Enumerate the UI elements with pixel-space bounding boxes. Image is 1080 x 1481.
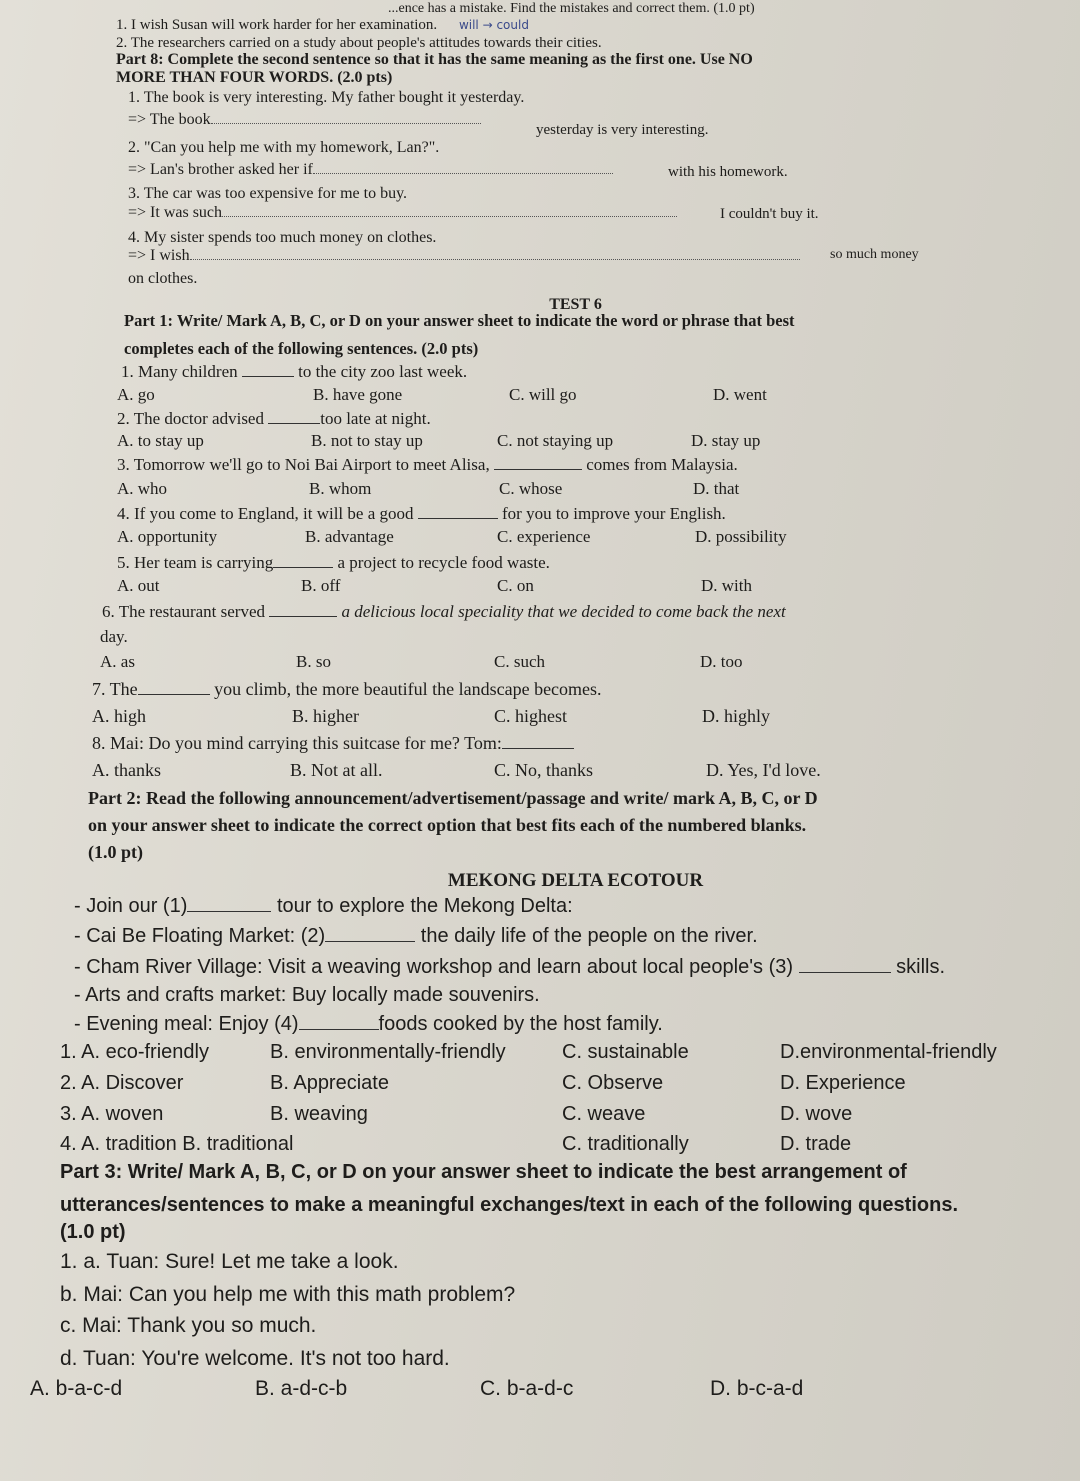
option-d[interactable]: D. went <box>713 385 767 404</box>
rewrite-answer-1-end: yesterday is very interesting. <box>536 122 709 138</box>
handwritten-correction: will → could <box>458 18 529 32</box>
rewrite-answer-4-end: so much money <box>830 247 919 262</box>
option-b[interactable]: B. so <box>296 652 331 671</box>
rewrite-answer-3: => It was such <box>128 205 677 221</box>
option-d[interactable]: D. Experience <box>780 1072 906 1094</box>
passage-line-5: - Evening meal: Enjoy (4) foods cooked by the host family. <box>74 1013 663 1035</box>
option-d[interactable]: D. highly <box>702 706 771 726</box>
option-a[interactable]: A. go <box>117 385 155 404</box>
option-a[interactable]: A. b-a-c-d <box>30 1377 123 1400</box>
option-d[interactable]: D. that <box>693 479 740 498</box>
option-b[interactable]: B. not to stay up <box>311 431 423 450</box>
arrangement-line-d: d. Tuan: You're welcome. It's not too hard. <box>60 1347 450 1370</box>
option-d[interactable]: D. b-c-a-d <box>710 1377 804 1400</box>
option-c[interactable]: C. such <box>494 652 545 671</box>
option-c[interactable]: C. not staying up <box>497 431 614 450</box>
mc-question-8: 8. Mai: Do you mind carrying this suitcase for me? Tom: <box>92 734 574 752</box>
part2-title-2: on your answer sheet to indicate the correct option that best fits each of the numbered blanks. <box>88 815 807 835</box>
mc-question-6-cont: day. <box>100 627 128 646</box>
option-a[interactable]: A. high <box>92 706 146 726</box>
arrangement-line-a: 1. a. Tuan: Sure! Let me take a look. <box>60 1250 399 1273</box>
option-b[interactable]: B. environmentally-friendly <box>270 1041 506 1063</box>
option-b[interactable]: B. higher <box>292 706 359 726</box>
part8-title-2: MORE THAN FOUR WORDS. (2.0 pts) <box>116 69 393 86</box>
mc-question-2: 2. The doctor advised too late at night. <box>117 409 431 428</box>
option-b[interactable]: B. weaving <box>270 1103 368 1125</box>
option-c[interactable]: C. b-a-d-c <box>480 1377 574 1400</box>
option-d[interactable]: D. wove <box>780 1103 853 1125</box>
rewrite-answer-4: => I wish <box>128 248 800 264</box>
option-b[interactable]: B. have gone <box>313 385 403 404</box>
option-c[interactable]: C. weave <box>562 1103 646 1125</box>
passage-line-3: - Cham River Village: Visit a weaving workshop and learn about local people's (3) skills. <box>74 956 946 978</box>
option-d[interactable]: D. possibility <box>695 527 787 546</box>
option-a[interactable]: A. thanks <box>92 760 161 780</box>
option-a[interactable]: A. to stay up <box>117 431 204 450</box>
option-c[interactable]: C. will go <box>509 385 577 404</box>
option-b[interactable]: B. Not at all. <box>290 760 383 780</box>
arrangement-line-c: c. Mai: Thank you so much. <box>60 1314 317 1337</box>
option-a[interactable]: 2. A. Discover <box>60 1072 184 1094</box>
part2-title: Part 2: Read the following announcement/advertisement/passage and write/ mark A, B, C, or D <box>88 788 818 808</box>
rewrite-question-4: 4. My sister spends too much money on clothes. <box>128 229 437 246</box>
rewrite-question-1: 1. The book is very interesting. My father bought it yesterday. <box>128 89 525 106</box>
option-c[interactable]: C. experience <box>497 527 591 546</box>
option-b[interactable]: B. Appreciate <box>270 1072 389 1094</box>
option-b[interactable]: B. off <box>301 576 341 595</box>
rewrite-answer-2: => Lan's brother asked her if <box>128 162 613 178</box>
option-b[interactable]: B. advantage <box>305 527 394 546</box>
rewrite-answer-4-cont: on clothes. <box>128 270 198 287</box>
option-c[interactable]: C. on <box>497 576 534 595</box>
part1-title: Part 1: Write/ Mark A, B, C, or D on your answer sheet to indicate the word or phrase that best <box>124 311 795 330</box>
option-d[interactable]: D.environmental-friendly <box>780 1041 997 1063</box>
mc-question-7: 7. The you climb, the more beautiful the landscape becomes. <box>92 679 602 699</box>
option-d[interactable]: D. with <box>701 576 752 595</box>
part1-title-2: completes each of the following sentences. (2.0 pts) <box>124 339 479 358</box>
option-a[interactable]: A. as <box>100 652 135 671</box>
passage-heading: MEKONG DELTA ECOTOUR <box>447 870 704 891</box>
mc-question-3: 3. Tomorrow we'll go to Noi Bai Airport to meet Alisa, comes from Malaysia. <box>117 455 738 474</box>
mc-question-5: 5. Her team is carrying a project to recycle food waste. <box>117 553 550 572</box>
option-a[interactable]: A. who <box>117 479 168 498</box>
option-d[interactable]: D. trade <box>780 1133 852 1155</box>
option-b[interactable]: B. a-d-c-b <box>255 1377 348 1400</box>
rewrite-answer-1: => The book <box>128 112 481 128</box>
test-heading: TEST 6 <box>549 296 602 313</box>
rewrite-question-2: 2. "Can you help me with my homework, Lan?". <box>128 139 440 156</box>
option-d[interactable]: D. too <box>700 652 743 671</box>
option-c[interactable]: C. traditionally <box>562 1133 689 1155</box>
rewrite-answer-2-end: with his homework. <box>668 164 788 180</box>
part3-title-3: (1.0 pt) <box>60 1221 126 1243</box>
passage-line-2: - Cai Be Floating Market: (2) the daily life of the people on the river. <box>74 925 758 947</box>
passage-line-1: - Join our (1) tour to explore the Mekong Delta: <box>74 895 573 917</box>
option-d[interactable]: D. stay up <box>691 431 761 450</box>
option-a[interactable]: 1. A. eco-friendly <box>60 1041 209 1063</box>
option-a[interactable]: 3. A. woven <box>60 1103 164 1125</box>
option-a[interactable]: A. opportunity <box>117 527 218 546</box>
option-d[interactable]: D. Yes, I'd love. <box>706 760 821 780</box>
previous-part-instruction: ...ence has a mistake. Find the mistakes and correct them. (1.0 pt) <box>388 2 755 16</box>
part2-title-3: (1.0 pt) <box>88 842 143 862</box>
rewrite-answer-3-end: I couldn't buy it. <box>720 206 819 222</box>
mc-question-4: 4. If you come to England, it will be a good for you to improve your English. <box>117 504 726 523</box>
mc-question-1: 1. Many children to the city zoo last week. <box>121 362 468 381</box>
option-a-b[interactable]: 4. A. tradition B. traditional <box>60 1133 294 1155</box>
part3-title: Part 3: Write/ Mark A, B, C, or D on your answer sheet to indicate the best arrangement of <box>60 1161 907 1183</box>
option-c[interactable]: C. highest <box>494 706 568 726</box>
part3-title-2: utterances/sentences to make a meaningful exchanges/text in each of the following questions. <box>60 1194 958 1216</box>
option-c[interactable]: C. sustainable <box>562 1041 689 1063</box>
option-c[interactable]: C. Observe <box>562 1072 664 1094</box>
option-a[interactable]: A. out <box>117 576 160 595</box>
passage-line-4: - Arts and crafts market: Buy locally made souvenirs. <box>74 984 540 1006</box>
mc-question-6: 6. The restaurant served a delicious local speciality that we decided to come back the next <box>102 602 786 621</box>
option-c[interactable]: C. whose <box>499 479 563 498</box>
arrangement-line-b: b. Mai: Can you help me with this math problem? <box>60 1283 516 1306</box>
rewrite-question-3: 3. The car was too expensive for me to buy. <box>128 185 408 202</box>
error-question-2: 2. The researchers carried on a study about people's attitudes towards their cities. <box>116 35 602 51</box>
option-c[interactable]: C. No, thanks <box>494 760 593 780</box>
option-b[interactable]: B. whom <box>309 479 372 498</box>
part8-title: Part 8: Complete the second sentence so that it has the same meaning as the first one. Use NO <box>116 51 753 68</box>
error-question-1: 1. I wish Susan will work harder for her examination. will → could <box>116 17 529 33</box>
